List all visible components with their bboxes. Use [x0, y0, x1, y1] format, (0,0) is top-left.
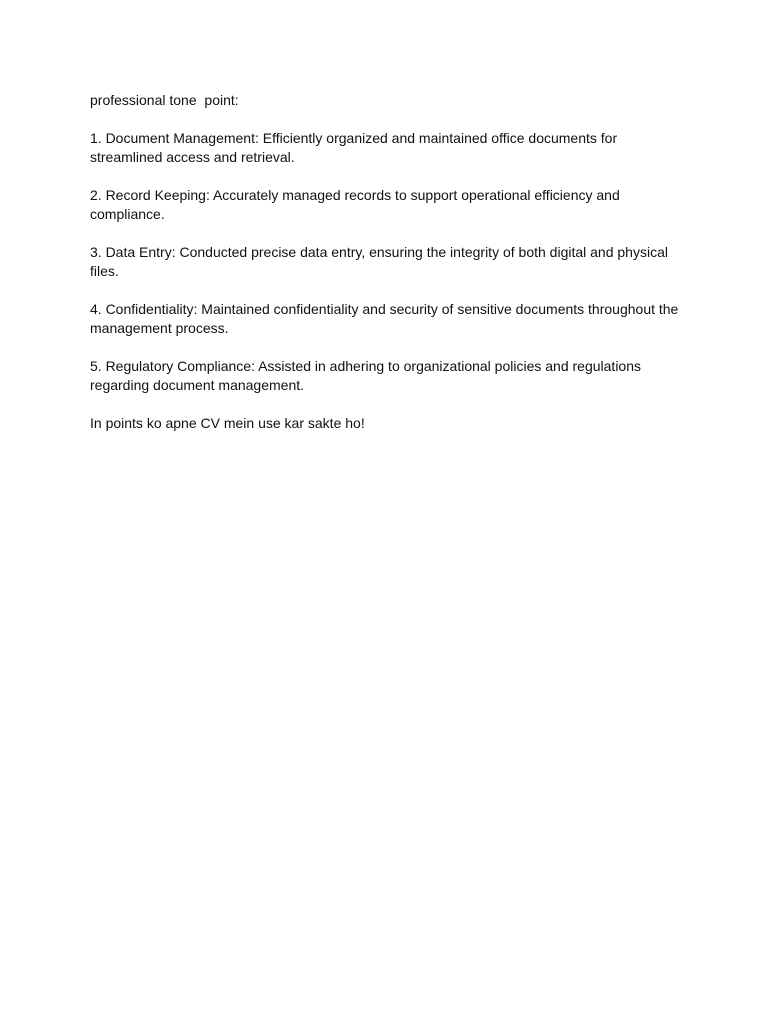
point-confidentiality: 4. Confidentiality: Maintained confidentiality and security of sensitive documents throughout the management process. [90, 301, 683, 336]
document-body [90, 91, 690, 452]
point-regulatory-compliance: 5. Regulatory Compliance: Assisted in adhering to organizational policies and regulations regarding document management. [90, 358, 645, 393]
point-data-entry: 3. Data Entry: Conducted precise data entry, ensuring the integrity of both digital and physical files. [90, 244, 672, 279]
point-document-management: 1. Document Management: Efficiently organized and maintained office documents for streamlined access and retrieval. [90, 130, 622, 165]
closing-line: In points ko apne CV mein use kar sakte ho! [90, 415, 365, 431]
point-record-keeping: 2. Record Keeping: Accurately managed records to support operational efficiency and compliance. [90, 187, 624, 222]
intro-line: professional tone point: [90, 92, 239, 108]
